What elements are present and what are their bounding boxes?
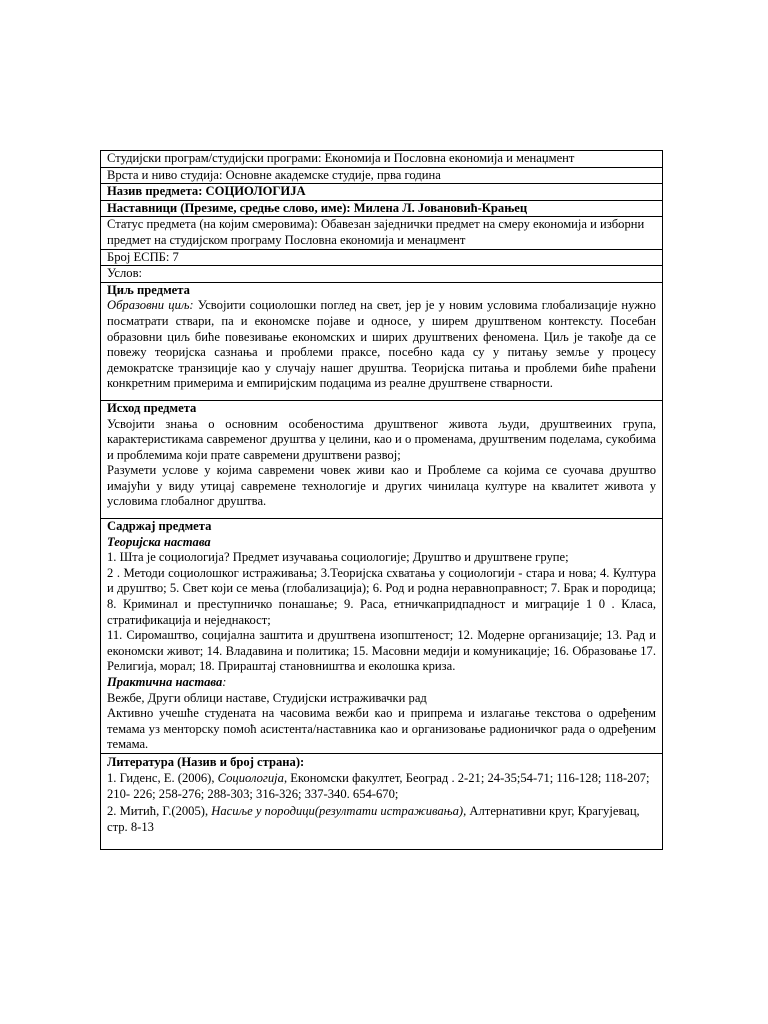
course-name-row <box>101 184 662 201</box>
ref-2-details: Алтернативни круг, Крагујевац, стр. 8-13 <box>107 803 640 834</box>
course-specification-table <box>100 150 663 850</box>
practical-activities-text: Активно учешће студената на часовима вежби као и припрема и излагање текстова о одређеним темама уз менторску помоћ асистента/наставника као и организовање радионичког рада о одређеним темама. <box>107 706 656 752</box>
condition-row <box>101 266 662 283</box>
literature-ref-2 <box>107 803 656 835</box>
course-goal-text: Усвојити социолошки поглед на свет, јер је у новим условима глобализације нужно посматрати ствари, па и економске појаве и односе, у ширем друштвеном контексту. Посебан образовни циљ биће повезивање економских и ширих друштвених феномена. Циљ је такође да се повежу теоријска сазнања и проблеми праксе, посебно када су у питању земље у процесу демократске транзиције као у случају нашег друштва. Теоријска питања и проблеми биће праћени конкретним примерима и емпиријским подацима из реалне друштвене стварности. <box>107 298 656 391</box>
theory-teaching-label: Теоријска настава <box>107 534 211 549</box>
ref-2-title: Насиље у породици(резултати истраживања), <box>211 803 467 818</box>
course-name-text: Назив предмета: СОЦИОЛОГИЈА <box>107 184 306 199</box>
theory-topics-3: 11. Сиромаштво, социјална заштита и друштвена изопштеност; 12. Модерне организације; 13. Рад и економски живот; 14. Владавина и политика; 15. Масовни медији и комуникације; 16. Образовање 17. Религија, морал; 18. Прираштај становништва и еколошка криза. <box>107 628 656 674</box>
practical-teaching-colon: : <box>222 675 227 689</box>
course-goal-heading: Циљ предмета <box>107 282 190 297</box>
theory-topics-1: 1. Шта је социологија? Предмет изучавања социологије; Друштво и друштвене групе; <box>107 550 569 565</box>
practical-forms-text: Вежбе, Други облици наставе, Студијски истраживачки рад <box>107 690 427 705</box>
ref-1-authors: 1. Гиденс, Е. (2006), <box>107 771 218 786</box>
course-status-text: Статус предмета (на којим смеровима): Обавезан заједнички предмет на смеру економија и изборни предмет на студијском програму Пословна економија и менаџмент <box>107 217 645 247</box>
course-content-heading: Садржај предмета <box>107 519 212 534</box>
practical-teaching-heading <box>107 675 656 691</box>
literature-ref-1 <box>107 770 656 802</box>
course-status-row <box>101 217 662 249</box>
theory-topics-2: 2 . Методи социолошког истраживања; 3.Теоријска схватања у социологији - стара и нова; 4. Култура и друштво; 5. Свет који се мења (глобализација); 6. Род и родна неравноправност; 7. Брак и породица; 8. Криминал и преступничко понашање; 9. Раса, етничкапридпадност и миграције 1 0 . Класа, стратификација и неједнакост; <box>107 565 656 627</box>
course-goal-paragraph <box>107 298 656 392</box>
literature-heading: Литература (Назив и број страна): <box>107 754 305 769</box>
study-program-text: Студијски програм/студијски програми: Економија и Пословна економија и менаџмент <box>107 151 575 165</box>
course-goal-label: Образовни циљ: <box>107 298 194 313</box>
ects-text: Број ЕСПБ: 7 <box>107 249 179 264</box>
course-outcome-paragraph-2: Разумети услове у којима савремени човек живи као и Проблеме са којима се суочава друштво имајући у виду утицај савремене технологије и других чинилаца културе на квалитет живота у условима глобалног друштва. <box>107 463 656 509</box>
course-outcome-heading: Исход предмета <box>107 400 197 415</box>
practical-teaching-label: Практична настава <box>107 675 223 689</box>
ref-1-title: Социологија <box>217 771 284 786</box>
literature-section <box>101 754 662 849</box>
study-program-row <box>101 151 662 168</box>
ref-1-details: , Економски факултет, Београд . 2-21; 24-35;54-71; 116-128; 118-207; 210- 226; 258-276; 288-303; 316-326; 337-340. 654-670; <box>107 771 650 802</box>
teachers-row <box>101 201 662 218</box>
course-content-section <box>101 519 662 754</box>
course-outcome-paragraph-1: Усвојити знања о основним особеностима друштвеног живота људи, друштвеиних група, карактеристикама савременог друштва у целини, као и о променама, друштвеним поделама, сукобима и проблемима који прате савремени друштвени развој; <box>107 416 656 462</box>
study-level-text: Врста и ниво студија: Основне академске студије, прва година <box>107 167 441 182</box>
course-goal-section <box>101 283 662 401</box>
course-outcome-section <box>101 401 662 519</box>
study-level-row <box>101 168 662 185</box>
ref-2-authors: 2. Митић, Г.(2005), <box>107 803 212 818</box>
ects-row <box>101 250 662 267</box>
teachers-text: Наставници (Презиме, средње слово, име): Милена Л. Јовановић-Крањец <box>107 200 528 215</box>
condition-text: Услов: <box>107 266 143 281</box>
